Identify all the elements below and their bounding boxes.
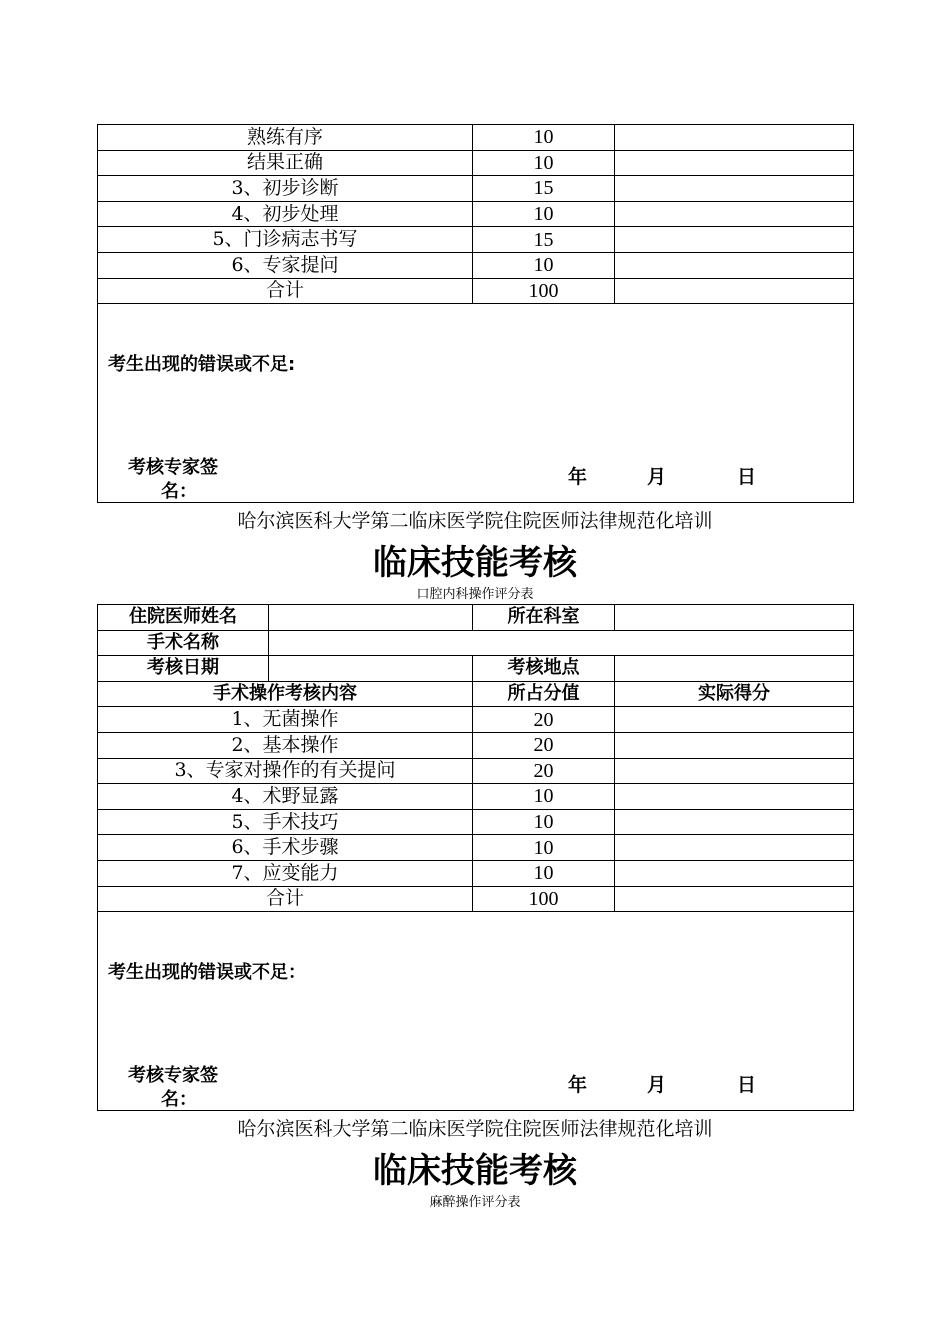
actual-total-cell[interactable] [615, 886, 854, 912]
total-score: 100 [473, 278, 615, 304]
hospital-name: 哈尔滨医科大学第二临床医学院住院医师法律规范化培训 [237, 510, 713, 532]
item-cell: 1、无菌操作 [98, 707, 473, 733]
actual-score-cell[interactable] [615, 758, 854, 784]
exam-place-label: 考核地点 [473, 656, 615, 682]
exam-title: 临床技能考核 [373, 1151, 577, 1191]
score-cell: 10 [473, 252, 615, 278]
exam-date-label: 考核日期 [98, 656, 269, 682]
total-row [98, 886, 854, 912]
signature-label-line1: 考核专家签 [128, 457, 218, 479]
score-cell: 20 [473, 732, 615, 758]
table-row [98, 860, 854, 886]
item-cell: 4、术野显露 [98, 784, 473, 810]
content-header: 手术操作考核内容 [98, 681, 473, 707]
surgery-name-field[interactable] [269, 630, 854, 656]
item-cell: 7、应变能力 [98, 860, 473, 886]
total-score: 100 [473, 886, 615, 912]
comment-row [98, 912, 854, 1111]
item-cell: 4、初步处理 [98, 201, 473, 227]
info-row [98, 630, 854, 656]
signature-label [128, 456, 253, 503]
signature-label [128, 1064, 253, 1111]
table-row [98, 707, 854, 733]
item-cell: 3、初步诊断 [98, 176, 473, 202]
total-row [98, 278, 854, 304]
form-subtitle: 麻醉操作评分表 [429, 1195, 521, 1210]
table-row [98, 176, 854, 202]
score-cell: 10 [473, 125, 615, 151]
score-cell: 10 [473, 835, 615, 861]
errors-label: 考生出现的错误或不足: [108, 354, 296, 376]
actual-score-cell[interactable] [615, 150, 854, 176]
table-row [98, 809, 854, 835]
score-cell: 10 [473, 860, 615, 886]
table-row [98, 201, 854, 227]
table-row [98, 150, 854, 176]
table-row [98, 252, 854, 278]
table-row [98, 227, 854, 253]
actual-score-cell[interactable] [615, 860, 854, 886]
actual-score-cell[interactable] [615, 707, 854, 733]
comment-row [98, 304, 854, 503]
department-label: 所在科室 [473, 605, 615, 631]
score-cell: 10 [473, 784, 615, 810]
resident-name-field[interactable] [269, 605, 473, 631]
resident-name-label: 住院医师姓名 [98, 605, 269, 631]
year-label: 年 [568, 1074, 588, 1097]
comment-cell[interactable] [98, 912, 854, 1111]
form-subtitle: 口腔内科操作评分表 [416, 587, 534, 602]
actual-score-cell[interactable] [615, 732, 854, 758]
year-label: 年 [568, 466, 588, 489]
score-cell: 10 [473, 809, 615, 835]
errors-label: 考生出现的错误或不足： [108, 962, 306, 984]
month-label: 月 [647, 466, 667, 489]
score-cell: 15 [473, 227, 615, 253]
surgery-name-label: 手术名称 [98, 630, 269, 656]
info-row [98, 605, 854, 631]
day-label: 日 [737, 466, 757, 489]
item-cell: 2、基本操作 [98, 732, 473, 758]
item-cell: 5、门诊病志书写 [98, 227, 473, 253]
item-cell: 熟练有序 [98, 125, 473, 151]
actual-header: 实际得分 [615, 681, 854, 707]
item-cell: 6、手术步骤 [98, 835, 473, 861]
actual-score-cell[interactable] [615, 201, 854, 227]
total-label: 合计 [98, 886, 473, 912]
score-cell: 20 [473, 707, 615, 733]
actual-score-cell[interactable] [615, 784, 854, 810]
table-row [98, 784, 854, 810]
score-cell: 20 [473, 758, 615, 784]
score-cell: 10 [473, 150, 615, 176]
item-cell: 6、专家提问 [98, 252, 473, 278]
score-cell: 15 [473, 176, 615, 202]
comment-cell[interactable] [98, 304, 854, 503]
actual-score-cell[interactable] [615, 176, 854, 202]
item-cell: 3、专家对操作的有关提问 [98, 758, 473, 784]
item-cell: 结果正确 [98, 150, 473, 176]
score-cell: 10 [473, 201, 615, 227]
actual-score-cell[interactable] [615, 252, 854, 278]
score-table-1 [97, 124, 854, 503]
header-row [98, 681, 854, 707]
item-cell: 5、手术技巧 [98, 809, 473, 835]
actual-total-cell[interactable] [615, 278, 854, 304]
exam-place-field[interactable] [615, 656, 854, 682]
table-row [98, 125, 854, 151]
exam-date-field[interactable] [269, 656, 473, 682]
table-row [98, 732, 854, 758]
score-header: 所占分值 [473, 681, 615, 707]
signature-label-line2: 名： [161, 480, 197, 502]
score-table-2 [97, 604, 854, 1111]
hospital-name: 哈尔滨医科大学第二临床医学院住院医师法律规范化培训 [237, 1118, 713, 1140]
month-label: 月 [647, 1074, 667, 1097]
actual-score-cell[interactable] [615, 835, 854, 861]
actual-score-cell[interactable] [615, 809, 854, 835]
info-row [98, 656, 854, 682]
actual-score-cell[interactable] [615, 125, 854, 151]
table-row [98, 758, 854, 784]
total-label: 合计 [98, 278, 473, 304]
day-label: 日 [737, 1074, 757, 1097]
signature-label-line2: 名： [161, 1088, 197, 1110]
department-field[interactable] [615, 605, 854, 631]
exam-title: 临床技能考核 [373, 543, 577, 583]
signature-label-line1: 考核专家签 [128, 1065, 218, 1087]
actual-score-cell[interactable] [615, 227, 854, 253]
table-row [98, 835, 854, 861]
